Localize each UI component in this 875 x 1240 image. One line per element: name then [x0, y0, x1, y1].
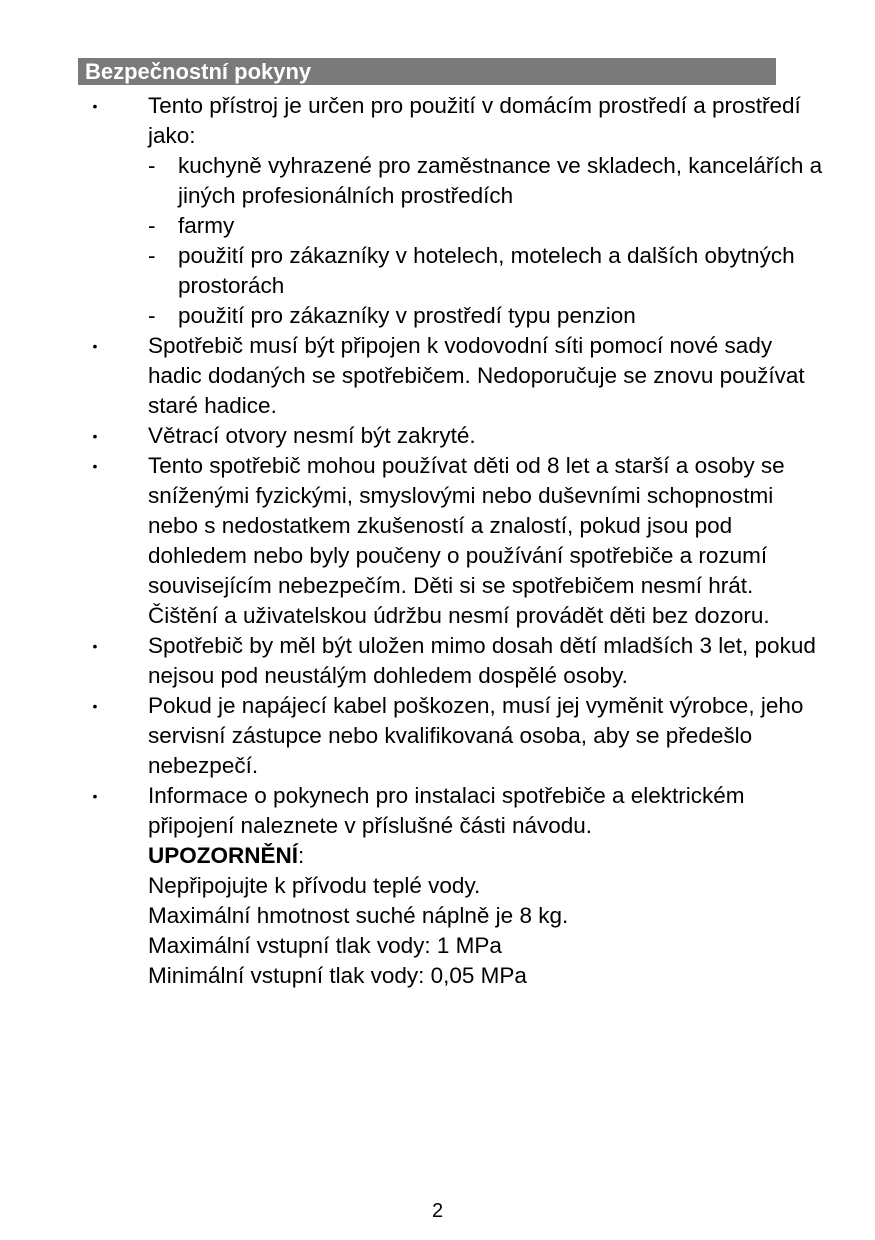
bullet-text: Spotřebič by měl být uložen mimo dosah dětí mladších 3 let, pokud nejsou pod neustálým dohledem dospělé osoby. — [148, 633, 816, 688]
warning-line: Nepřipojujte k přívodu teplé vody. — [148, 873, 481, 898]
warning-heading — [148, 841, 825, 871]
bullet-text: Větrací otvory nesmí být zakryté. — [148, 423, 476, 448]
bullet-icon: • — [92, 98, 98, 114]
dash-icon: - — [148, 243, 156, 268]
bullet-icon: • — [92, 638, 98, 654]
bullet-text: Informace o pokynech pro instalaci spotřebiče a elektrickém připojení naleznete v příslušné části návodu. — [148, 783, 745, 838]
bullet-item-installation — [0, 781, 875, 991]
bullet-item-power-cable — [0, 691, 875, 781]
warning-label: UPOZORNĚNÍ — [148, 843, 299, 868]
bullet-icon: • — [92, 428, 98, 444]
sub-item — [148, 151, 825, 211]
safety-instructions-list — [0, 91, 875, 991]
bullet-icon: • — [92, 458, 98, 474]
warning-line: Maximální vstupní tlak vody: 1 MPa — [148, 933, 502, 958]
bullet-text: Spotřebič musí být připojen k vodovodní síti pomocí nové sady hadic dodaných se spotřebičem. Nedoporučuje se znovu používat staré hadice. — [148, 333, 805, 418]
warning-line: Minimální vstupní tlak vody: 0,05 MPa — [148, 963, 527, 988]
bullet-icon: • — [92, 788, 98, 804]
dash-icon: - — [148, 153, 156, 178]
sub-item-text: použití pro zákazníky v prostředí typu penzion — [178, 303, 636, 328]
bullet-item-ventilation — [0, 421, 875, 451]
warning-line: Maximální hmotnost suché náplně je 8 kg. — [148, 903, 569, 928]
sub-item-text: farmy — [178, 213, 235, 238]
bullet-item-storage — [0, 631, 875, 691]
dash-icon: - — [148, 303, 156, 328]
dash-icon: - — [148, 213, 156, 238]
bullet-item-intended-use — [0, 91, 875, 331]
sub-item — [148, 241, 825, 301]
sub-item — [148, 301, 825, 331]
page-number: 2 — [431, 1200, 444, 1222]
section-heading: Bezpečnostní pokyny — [78, 58, 776, 85]
sub-item-text: kuchyně vyhrazené pro zaměstnance ve skladech, kancelářích a jiných profesionálních prostředích — [178, 153, 823, 208]
bullet-icon: • — [92, 338, 98, 354]
bullet-text: Tento spotřebič mohou používat děti od 8 let a starší a osoby se sníženými fyzickými, smyslovými nebo duševními schopnostmi nebo s nedostatkem zkušeností a znalostí, pokud jsou pod dohledem nebo byly poučeny o používání spotřebiče a rozumí souvisejícím nebezpečím. Děti si se spotřebičem nesmí hrát. Čištění a uživatelskou údržbu nesmí provádět děti bez dozoru. — [148, 453, 785, 628]
warning-colon: : — [298, 843, 305, 868]
sub-item — [148, 211, 825, 241]
bullet-item-children — [0, 451, 875, 631]
bullet-text: Pokud je napájecí kabel poškozen, musí jej vyměnit výrobce, jeho servisní zástupce nebo kvalifikovaná osoba, aby se předešlo nebezpečí. — [148, 693, 804, 778]
sub-item-text: použití pro zákazníky v hotelech, motelech a dalších obytných prostorách — [178, 243, 795, 298]
bullet-text: Tento přístroj je určen pro použití v domácím prostředí a prostředí jako: — [148, 93, 801, 148]
bullet-icon: • — [92, 698, 98, 714]
bullet-item-hoses — [0, 331, 875, 421]
